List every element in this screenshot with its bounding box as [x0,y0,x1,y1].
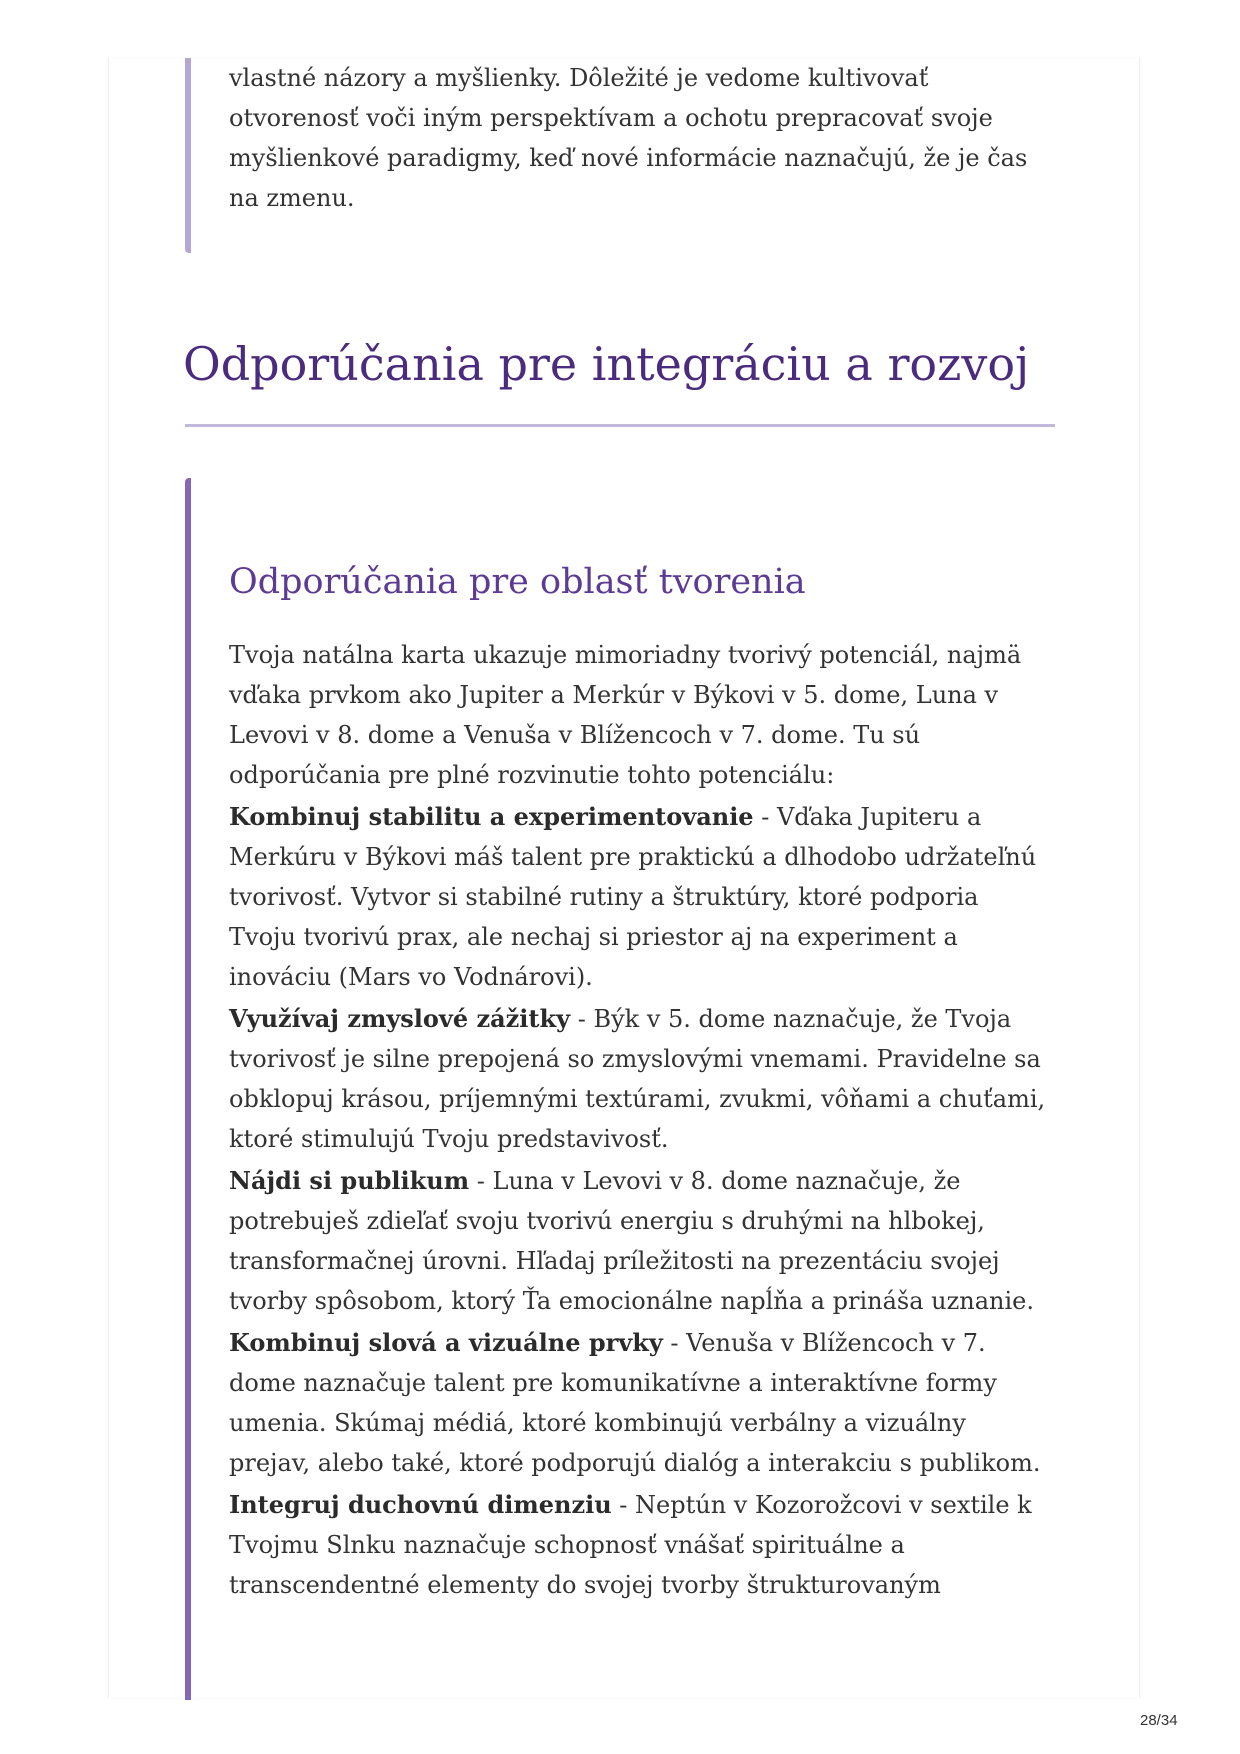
recommendation-text: - Luna v Levovi v 8. dome naznačuje, že potrebuješ zdieľať svoju tvorivú energiu s druhými na hlbokej, transformačnej úrovni. Hľadaj príležitosti na prezentáciu svojej tvorby spôsobom, ktorý Ťa emocionálne napĺňa a prináša uznanie. [229,1167,1034,1315]
recommendation-text: - Býk v 5. dome naznačuje, že Tvoja tvorivosť je silne prepojená so zmyslovými vnemami. Pravidelne sa obklopuj krásou, príjemnými textúrami, zvukmi, vôňami a chuťami, ktoré stimulujú Tvoju predstavivosť. [229,1005,1046,1153]
section-divider [185,424,1055,427]
page-number: 28/34 [1140,1712,1178,1729]
recommendation-item [229,1485,1049,1605]
recommendation-item [229,1323,1049,1483]
recommendation-item [229,797,1049,997]
recommendation-item [229,999,1049,1159]
recommendation-text: - Venuša v Blížencoch v 7. dome naznačuje talent pre komunikatívne a interaktívne formy umenia. Skúmaj médiá, ktoré kombinujú verbálny a vizuálny prejav, alebo také, ktoré podporujú dialóg a interakciu s publikom. [229,1329,1041,1477]
recommendation-text: - Neptún v Kozorožcovi v sextile k Tvojmu Slnku naznačuje schopnosť vnášať spirituálne a transcendentné elementy do svojej tvorby štrukturovaným [229,1491,1032,1599]
block-body [229,635,1049,1605]
recommendation-item [229,1161,1049,1321]
recommendation-heading: Integruj duchovnú dimenziu [229,1490,612,1519]
continuation-paragraph: vlastné názory a myšlienky. Dôležité je vedome kultivovať otvorenosť voči iným perspektívam a ochotu prepracovať svoje myšlienkové paradigmy, keď nové informácie naznačujú, že je čas na zmenu. [229,64,1028,212]
block-subtitle: Odporúčania pre oblasť tvorenia [229,562,806,602]
continuation-quote-block [185,58,1051,253]
recommendation-heading: Využívaj zmyslové zážitky [229,1004,571,1033]
recommendation-heading: Nájdi si publikum [229,1166,470,1195]
recommendation-heading: Kombinuj stabilitu a experimentovanie [229,802,754,831]
recommendation-heading: Kombinuj slová a vizuálne prvky [229,1328,663,1357]
block-intro: Tvoja natálna karta ukazuje mimoriadny tvorivý potenciál, najmä vďaka prvkom ako Jupiter a Merkúr v Býkovi v 5. dome, Luna v Levovi v 8. dome a Venuša v Blížencoch v 7. dome. Tu sú odporúčania pre plné rozvinutie tohto potenciálu: [229,641,1022,789]
recommendations-block [185,478,1061,1700]
section-title: Odporúčania pre integráciu a rozvoj [183,337,1030,391]
recommendation-text: - Vďaka Jupiteru a Merkúru v Býkovi máš talent pre praktickú a dlhodobo udržateľnú tvorivosť. Vytvor si stabilné rutiny a štruktúry, ktoré podporia Tvoju tvorivú prax, ale nechaj si priestor aj na experiment a inováciu (Mars vo Vodnárovi). [229,803,1037,991]
